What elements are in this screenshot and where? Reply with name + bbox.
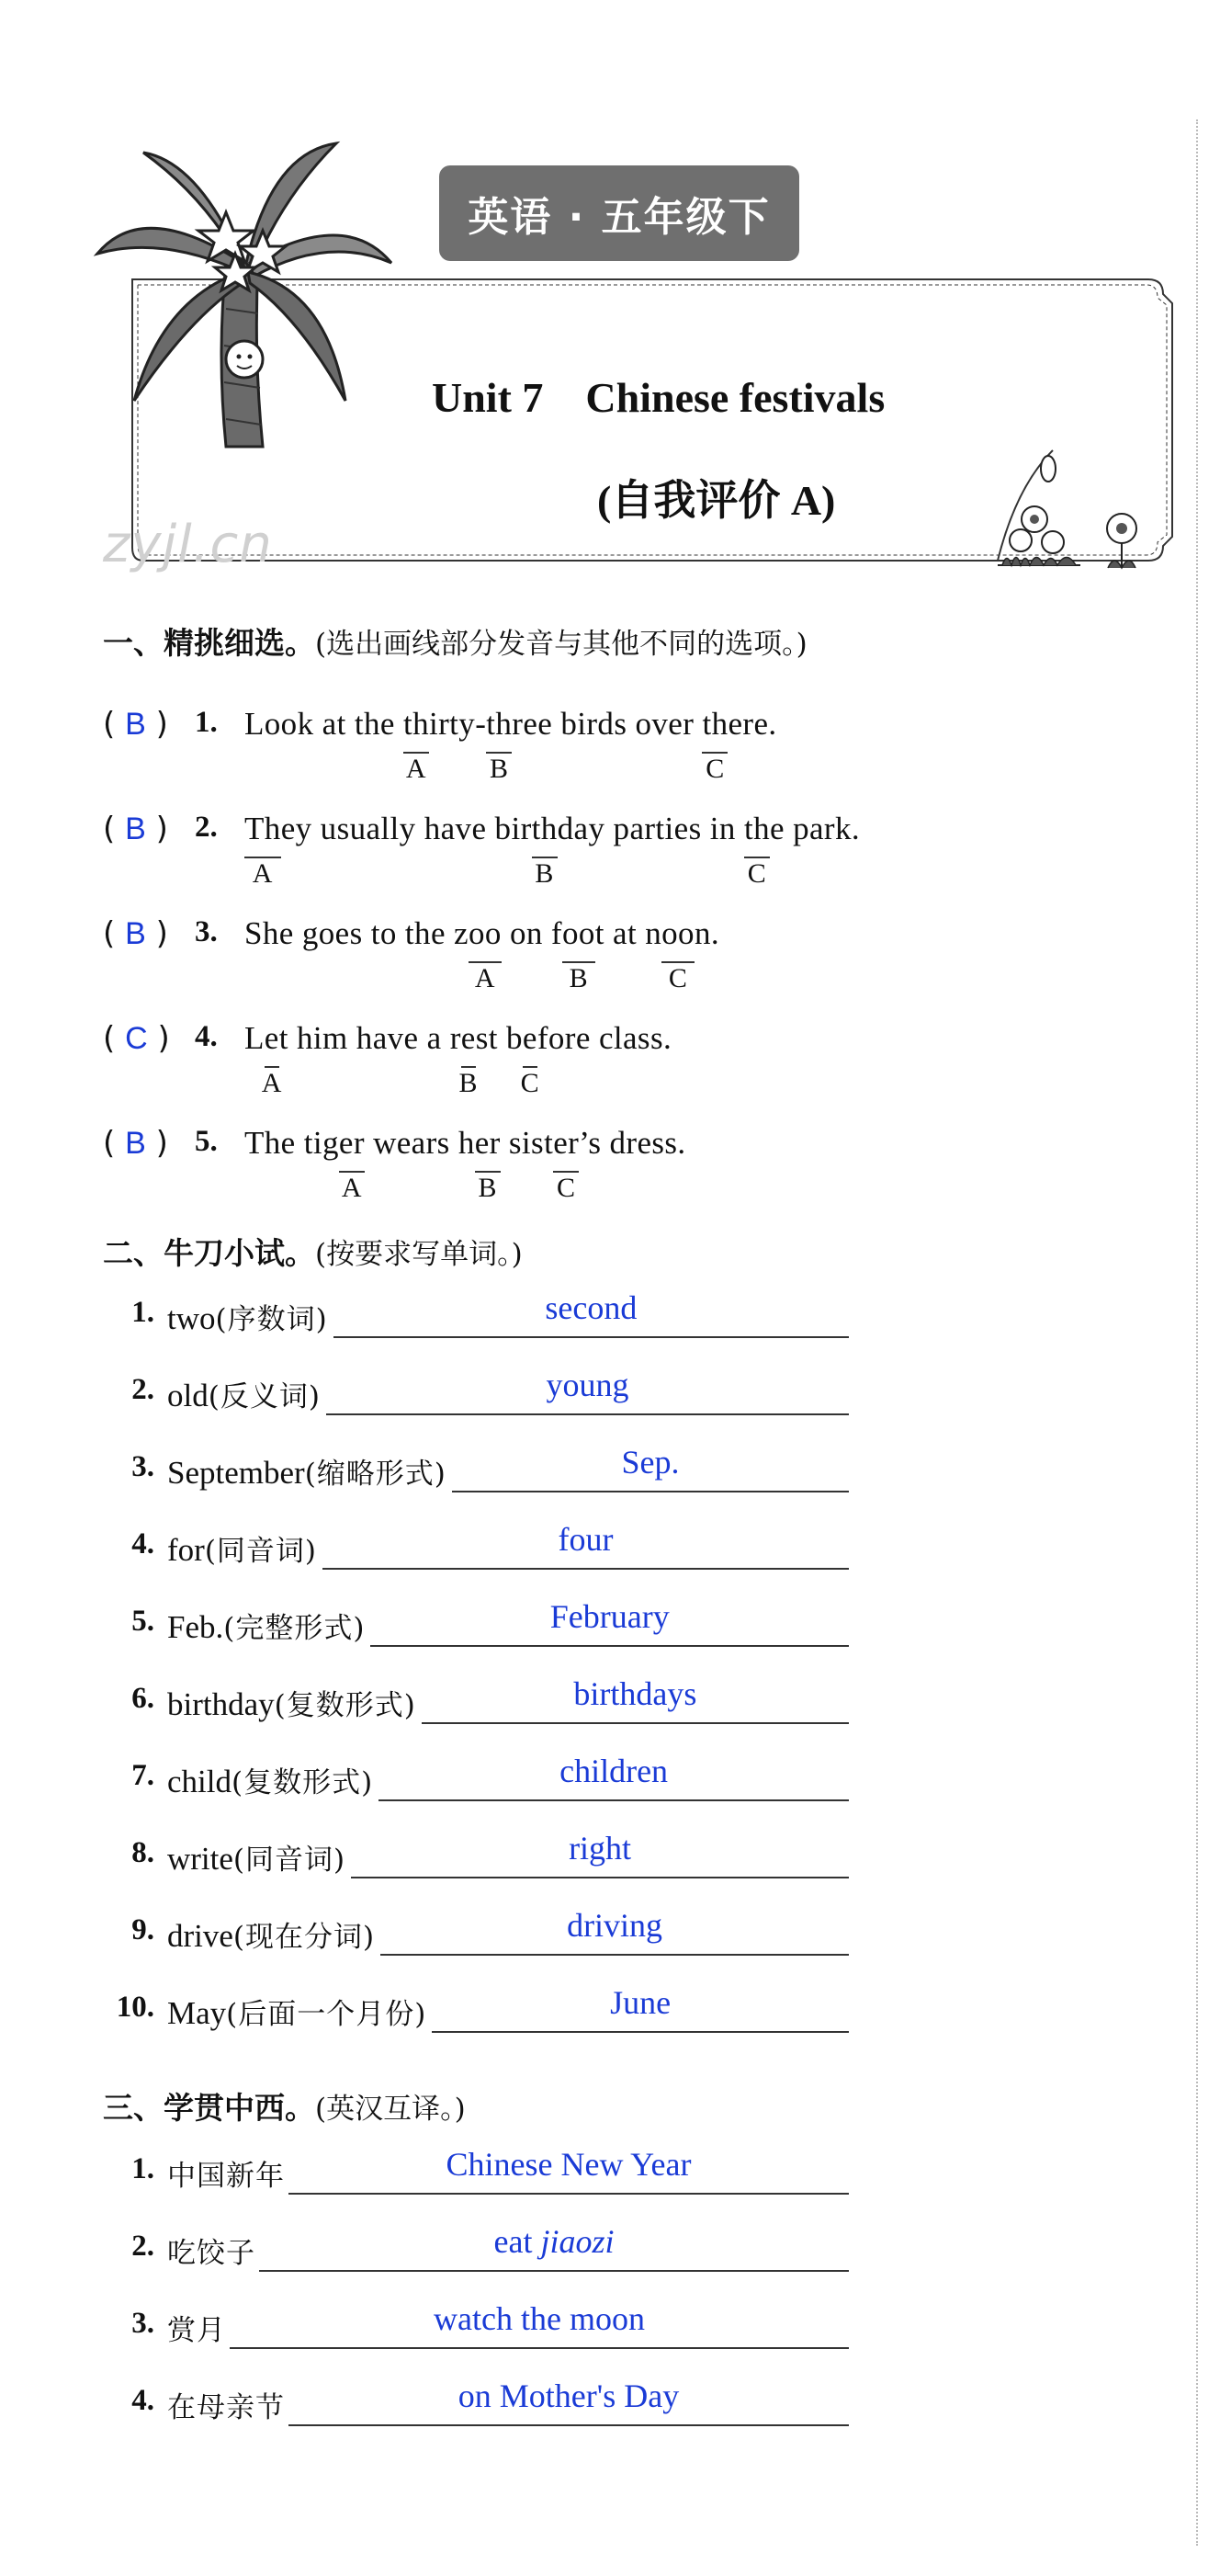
question-number: 4. — [131, 1527, 154, 1560]
option-letter: C — [520, 1068, 540, 1098]
answer-italic-word: jiaozi — [540, 2223, 615, 2260]
prompt-hint: (现在分词) — [232, 1921, 376, 1954]
question-number: 7. — [131, 1759, 154, 1792]
question-number: 4. — [131, 2384, 154, 2417]
question-prompt — [167, 1450, 446, 1492]
fill-in-question — [103, 1521, 865, 1592]
question-number: 2. — [131, 1373, 154, 1406]
prompt-word: old — [167, 1378, 209, 1413]
prompt-word: for — [167, 1532, 205, 1568]
handwritten-answer: eat jiaozi — [493, 2223, 615, 2260]
answer-line[interactable] — [288, 2193, 849, 2195]
unit-subtitle: (自我评价 A) — [597, 477, 836, 524]
option-letter: A — [405, 754, 427, 784]
handwritten-answer: young — [546, 1367, 629, 1403]
option-letter: A — [341, 1173, 362, 1203]
underlined-option: th C — [743, 811, 770, 889]
palm-tree-illustration — [88, 125, 401, 456]
question-number: 8. — [131, 1836, 154, 1869]
section2-heading — [103, 1230, 523, 1273]
option-letter: A — [252, 858, 273, 889]
fill-in-question — [103, 1444, 865, 1515]
question-number: 9. — [131, 1913, 154, 1946]
section2-note: (按要求写单词。) — [315, 1238, 523, 1271]
handwritten-answer: watch the moon — [434, 2300, 645, 2337]
underlined-option: er C — [553, 1125, 580, 1203]
answer-line[interactable] — [452, 1491, 849, 1492]
option-letter: B — [478, 1173, 497, 1203]
prompt-chinese: 赏月 — [167, 2314, 226, 2347]
option-letter: B — [569, 963, 589, 993]
choice-question — [103, 811, 1113, 889]
watermark-logo: zyjl.cn — [103, 515, 273, 574]
prompt-word: Feb. — [167, 1609, 224, 1645]
fill-in-question — [103, 1367, 865, 1437]
prompt-hint: (复数形式) — [231, 1766, 374, 1799]
answer-line[interactable] — [326, 1413, 849, 1415]
question-prompt — [167, 1991, 426, 2032]
fill-in-question — [103, 1598, 865, 1669]
handwritten-answer: second — [545, 1289, 638, 1326]
option-letter: C — [747, 858, 767, 889]
underlined-option: th B — [486, 706, 513, 784]
filled-answer: C — [125, 1021, 148, 1056]
fill-in-question — [103, 1289, 865, 1360]
option-letter: B — [490, 754, 509, 784]
choice-question — [103, 706, 1113, 784]
answer-line[interactable] — [259, 2270, 849, 2272]
prompt-word: write — [167, 1841, 233, 1877]
question-prompt — [167, 1682, 416, 1723]
option-letter: B — [535, 858, 554, 889]
answer-line[interactable] — [432, 2031, 849, 2033]
prompt-word: child — [167, 1764, 232, 1799]
handwritten-answer: right — [569, 1830, 632, 1867]
prompt-hint: (复数形式) — [274, 1689, 416, 1722]
handwritten-answer: birthdays — [573, 1675, 697, 1712]
handwritten-answer: on Mother's Day — [458, 2377, 680, 2414]
option-letter: C — [668, 963, 688, 993]
question-number: 2. — [195, 811, 218, 844]
question-prompt — [167, 1373, 321, 1414]
question-number: 5. — [131, 1605, 154, 1638]
prompt-word: September — [167, 1455, 305, 1491]
option-letter: C — [556, 1173, 576, 1203]
answer-line[interactable] — [230, 2347, 849, 2349]
underlined-option: oo C — [661, 915, 695, 993]
handwritten-answer: June — [610, 1984, 672, 2021]
question-prompt — [167, 2307, 226, 2348]
question-number: 10. — [116, 1991, 154, 2024]
prompt-hint: (缩略形式) — [304, 1458, 446, 1491]
underlined-option: e C — [520, 1020, 540, 1098]
prompt-hint: (后面一个月份) — [226, 1998, 427, 2031]
question-sentence: The tiger A wears her B sister C ’s dress. — [244, 1125, 686, 1203]
section3-note: (英汉互译。) — [315, 2093, 466, 2126]
underlined-option: oo A — [468, 915, 502, 993]
filled-answer: B — [125, 1126, 146, 1161]
unit-title: Unit 7 Chinese festivals — [432, 374, 886, 421]
prompt-hint: (同音词) — [204, 1535, 318, 1568]
underlined-option: er A — [338, 1125, 365, 1203]
prompt-word: two — [167, 1300, 216, 1336]
prompt-chinese: 中国新年 — [167, 2160, 285, 2193]
option-letter: C — [706, 754, 725, 784]
handwritten-answer: February — [549, 1598, 670, 1635]
filled-answer: B — [125, 811, 146, 846]
choice-question — [103, 915, 1113, 993]
section3-title: 三、学贯中西。 — [103, 2090, 315, 2126]
handwritten-answer: four — [558, 1521, 614, 1558]
option-letter: B — [458, 1068, 478, 1098]
prompt-hint: (完整形式) — [223, 1612, 366, 1645]
option-letter: A — [261, 1068, 282, 1098]
answer-parentheses: ( B ) — [103, 1125, 168, 1162]
answer-parentheses: ( B ) — [103, 706, 168, 743]
underlined-option: th B — [531, 811, 558, 889]
underlined-option: er B — [474, 1125, 501, 1203]
prompt-hint: (同音词) — [232, 1844, 346, 1877]
question-number: 3. — [131, 2307, 154, 2340]
filled-answer: B — [125, 707, 146, 742]
underlined-option: e A — [261, 1020, 282, 1098]
question-number: 1. — [131, 1296, 154, 1329]
question-number: 1. — [131, 2152, 154, 2185]
grade-label-badge: 英语 · 五年级下 — [439, 165, 799, 261]
question-prompt — [167, 2384, 285, 2425]
question-sentence: She goes to the zoo A on foo B t at noo C n. — [244, 915, 720, 993]
prompt-word: birthday — [167, 1686, 275, 1722]
answer-line[interactable] — [422, 1722, 849, 1724]
question-prompt — [167, 1527, 317, 1569]
underlined-option: th A — [402, 706, 429, 784]
question-number: 3. — [131, 1450, 154, 1483]
fill-in-question — [103, 1675, 865, 1746]
section1-title: 一、精挑细选。 — [103, 625, 315, 661]
question-number: 1. — [195, 706, 218, 739]
underlined-option: e B — [458, 1020, 478, 1098]
handwritten-answer: Sep. — [621, 1444, 680, 1481]
answer-line[interactable] — [288, 2424, 849, 2426]
question-prompt — [167, 2152, 285, 2194]
question-prompt — [167, 1913, 375, 1955]
translation-question — [103, 2377, 865, 2448]
translation-question — [103, 2300, 865, 2371]
question-number: 6. — [131, 1682, 154, 1715]
section2-title: 二、牛刀小试。 — [103, 1235, 315, 1271]
choice-question — [103, 1125, 1113, 1203]
prompt-chinese: 在母亲节 — [167, 2391, 285, 2424]
filled-answer: B — [125, 916, 146, 951]
fill-in-question — [103, 1984, 865, 2055]
flower-decoration — [979, 432, 1163, 570]
question-sentence: Look at the th A irty-th B ree birds over th C ere. — [244, 706, 777, 784]
question-prompt — [167, 1836, 345, 1878]
answer-line[interactable] — [380, 1954, 849, 1956]
answer-parentheses: ( C ) — [103, 1020, 170, 1057]
underlined-option: th C — [702, 706, 729, 784]
answer-line[interactable] — [351, 1877, 849, 1878]
fill-in-question — [103, 1907, 865, 1978]
page-edge-divider — [1196, 119, 1198, 2546]
question-prompt — [167, 1605, 365, 1646]
answer-parentheses: ( B ) — [103, 915, 168, 952]
question-prompt — [167, 1296, 328, 1337]
section1-note: (选出画线部分发音与其他不同的选项。) — [315, 628, 808, 661]
question-number: 3. — [195, 915, 218, 948]
question-number: 2. — [131, 2230, 154, 2263]
prompt-word: May — [167, 1995, 227, 2031]
translation-question — [103, 2223, 865, 2294]
prompt-hint: (反义词) — [208, 1380, 321, 1413]
answer-line[interactable] — [370, 1645, 849, 1647]
question-number: 5. — [195, 1125, 218, 1158]
choice-question — [103, 1020, 1113, 1098]
answer-line[interactable] — [378, 1799, 849, 1801]
section1-heading — [103, 619, 808, 663]
answer-parentheses: ( B ) — [103, 811, 168, 847]
translation-question — [103, 2146, 865, 2217]
prompt-hint: (序数词) — [215, 1303, 328, 1336]
question-prompt — [167, 1759, 373, 1800]
prompt-word: drive — [167, 1918, 233, 1954]
question-prompt — [167, 2230, 255, 2271]
handwritten-answer: children — [559, 1753, 669, 1789]
section3-heading — [103, 2084, 466, 2128]
handwritten-answer: driving — [567, 1907, 663, 1944]
fill-in-question — [103, 1753, 865, 1823]
answer-line[interactable] — [322, 1568, 849, 1570]
prompt-chinese: 吃饺子 — [167, 2237, 255, 2270]
fill-in-question — [103, 1830, 865, 1901]
option-letter: A — [474, 963, 495, 993]
underlined-option: Th A — [244, 811, 281, 889]
question-sentence: Le A t him have a re B st be C fore class. — [244, 1020, 672, 1098]
question-number: 4. — [195, 1020, 218, 1053]
answer-line[interactable] — [333, 1336, 849, 1338]
underlined-option: oo B — [561, 915, 595, 993]
handwritten-answer: Chinese New Year — [446, 2146, 692, 2183]
question-sentence: Th A ey usually have birth B day parties in th C e park. — [244, 811, 861, 889]
